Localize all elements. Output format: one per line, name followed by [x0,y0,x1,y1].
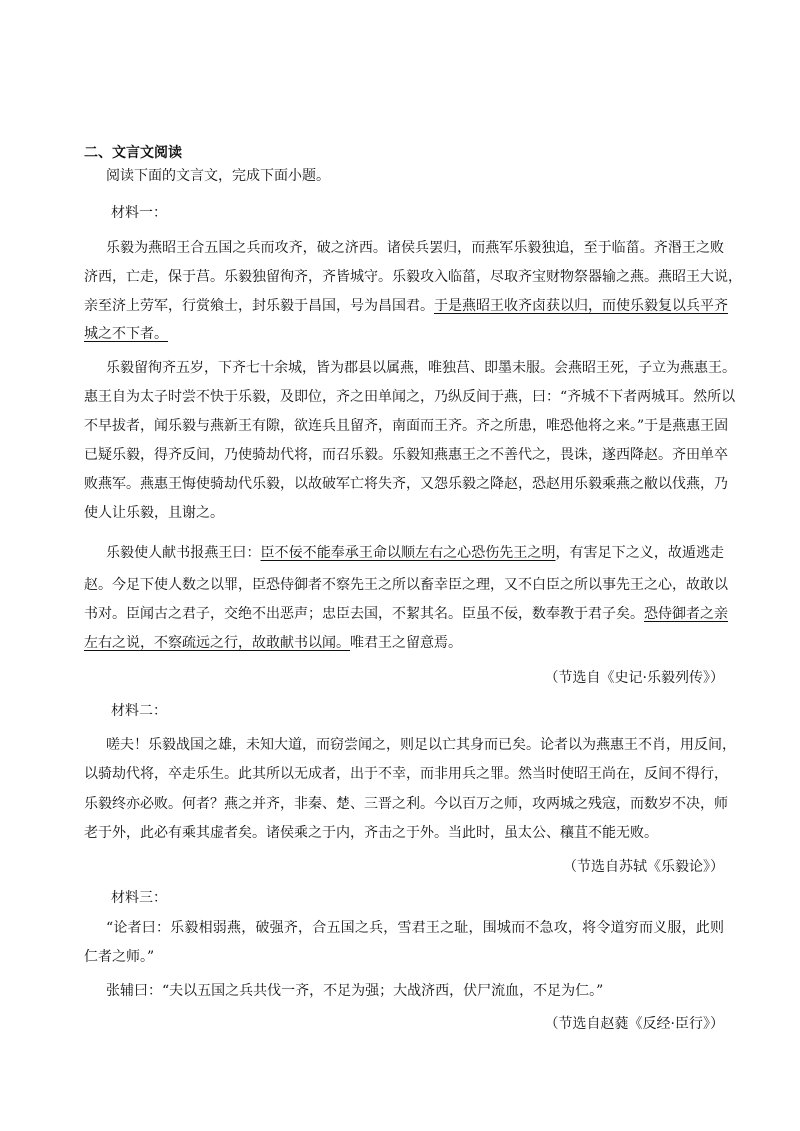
m1-p3-line3-text: 书对。臣闻古之君子，交绝不出恶声；忠臣去国，不絜其名。臣虽不佞，数奉教于君子矣。 [84,606,644,622]
m1-p3-line1-text-a: 乐毅使人献书报燕王曰： [106,545,261,561]
m1-p3-underlined-passage-part1: 恐侍御者之亲 [644,606,728,622]
m3-line1: “论者曰：乐毅相弱燕，破强齐，合五国之兵，雪君王之耻，围城而不急攻，将令道穷而义服，此则 [106,920,724,936]
m1-p3-line4 [84,633,724,653]
instruction: 阅读下面的文言文，完成下面小题。 [106,168,330,184]
material2-label: 材料二： [111,703,167,719]
material2-source: （节选自苏轼《乐毅论》） [563,859,724,875]
m1-p3-underlined-sentence: 臣不佞不能奉承王命以顺左右之心恐伤先王之明 [260,545,556,561]
m1-p2-line4: 已疑乐毅，得齐反间，乃使骑劫代将，而召乐毅。乐毅知燕惠王之不善代之，畏诛，遂西降赵。齐田单卒 [84,447,728,463]
m1-p3-line3 [84,604,728,624]
material1-label: 材料一： [111,205,167,221]
m2-line1: 嗟夫！乐毅战国之雄，未知大道，而窃尝闻之，则足以亡其身而已矣。论者以为燕惠王不肖，用反间， [106,737,736,753]
m1-p2-line5: 败燕军。燕惠王悔使骑劫代乐毅，以故破军亡将失齐，又怨乐毅之降赵，恐赵用乐毅乘燕之敝以伐燕，乃 [84,476,728,492]
m1-p1-line4 [84,324,724,344]
section-title: 二、文言文阅读 [84,145,182,161]
m1-p1-line3-text: 亲至济上劳军，行赏飨士，封乐毅于昌国，号为昌国君。 [84,298,434,314]
m1-p1-underlined-sentence-part1: 于是燕昭王收齐卤获以归，而使乐毅复以兵平齐 [434,298,728,314]
m1-p3-underlined-passage-part2: 左右之说，不察疏远之行，故敢献书以闻。 [84,635,350,651]
m1-p2-line3: 不早拔者，闻乐毅与燕新王有隙，欲连兵且留齐，南面而王齐。齐之所患，唯恐他将之来。”于是燕惠王固 [84,418,729,434]
material3-source: （节选自赵蕤《反经·臣行》） [544,1016,724,1032]
m1-p1-underlined-sentence-part2: 城之不下者。 [84,326,168,342]
m1-p1-line3 [84,296,728,316]
m1-p2-line2: 惠王自为太子时尝不快于乐毅，及即位，齐之田单闻之，乃纵反间于燕，曰：“齐城不下者两城耳。然所以 [84,389,736,405]
m2-line3: 乐毅终亦必败。何者？燕之并齐，非秦、楚、三晋之利。今以百万之师，攻两城之残寇，而数岁不决，师 [84,796,728,812]
m3-line3: 张辅曰：“夫以五国之兵共伐一齐，不足为强；大战济西，伏尸流血，不足为仁。” [106,983,604,999]
m1-p2-line1: 乐毅留徇齐五岁，下齐七十余城，皆为郡县以属燕，唯独莒、即墨未服。会燕昭王死，子立为燕惠王。 [106,360,736,376]
m1-p2-line6: 使人让乐毅，且谢之。 [84,505,224,521]
m1-p3-line1 [106,543,724,563]
material3-label: 材料三： [111,890,167,906]
m1-p3-line2: 赵。今足下使人数之以罪，臣恐侍御者不察先王之所以畜幸臣之理，又不白臣之所以事先王之心，故敢以 [84,577,728,593]
m1-p3-line4-text: 唯君王之留意焉。 [350,635,462,651]
m1-p1-line1: 乐毅为燕昭王合五国之兵而攻齐，破之济西。诸侯兵罢归，而燕军乐毅独追，至于临菑。齐湣王之败 [106,240,724,256]
m1-p1-line2: 济西，亡走，保于莒。乐毅独留徇齐，齐皆城守。乐毅攻入临菑，尽取齐宝财物祭器输之燕。燕昭王大说， [84,269,742,285]
m2-line4: 老于外，此必有乘其虚者矣。诸侯乘之于内，齐击之于外。当此时，虽太公、穰苴不能无败。 [84,825,658,841]
m3-line2: 仁者之师。” [84,949,155,965]
m1-p3-line1-text-b: ，有害足下之义，故遁逃走 [555,545,725,561]
material1-source: （节选自《史记·乐毅列传》） [544,670,724,686]
m2-line2: 以骑劫代将，卒走乐生。此其所以无成者，出于不幸，而非用兵之罪。然当时使昭王尚在，反间不得行， [84,766,728,782]
